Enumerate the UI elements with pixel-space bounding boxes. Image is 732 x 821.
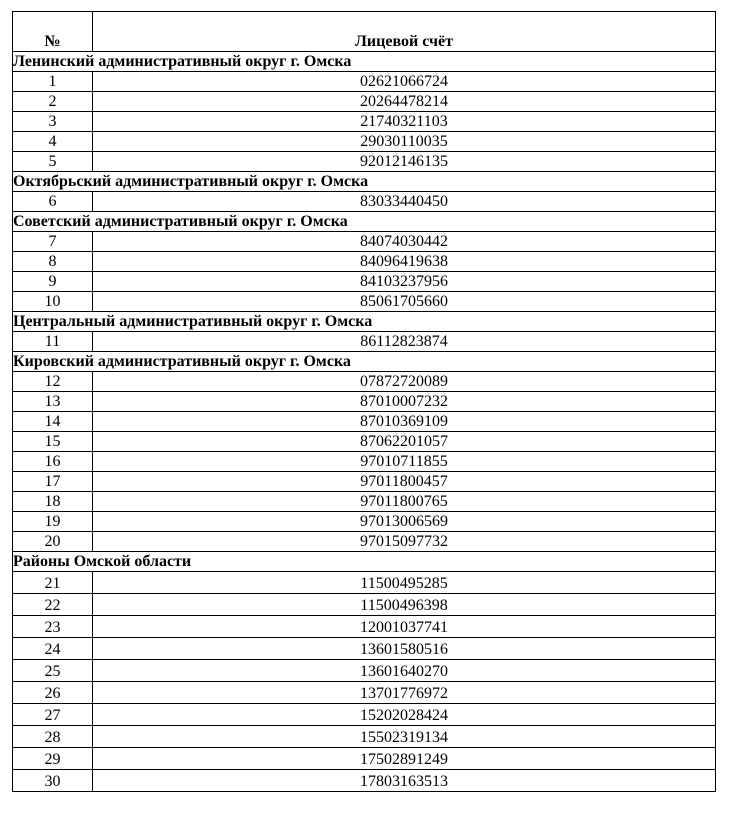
account-number: 85061705660 — [93, 292, 716, 312]
account-number: 02621066724 — [93, 72, 716, 92]
account-number: 97010711855 — [93, 452, 716, 472]
row-number: 2 — [13, 92, 93, 112]
table-row — [13, 512, 716, 532]
row-number: 23 — [13, 616, 93, 638]
account-number: 13601640270 — [93, 660, 716, 682]
account-number: 87010369109 — [93, 412, 716, 432]
row-number: 6 — [13, 192, 93, 212]
table-row — [13, 594, 716, 616]
table-row — [13, 232, 716, 252]
group-row — [13, 212, 716, 232]
row-number: 11 — [13, 332, 93, 352]
row-number: 27 — [13, 704, 93, 726]
table-row — [13, 132, 716, 152]
row-number: 25 — [13, 660, 93, 682]
group-row — [13, 552, 716, 572]
row-number: 22 — [13, 594, 93, 616]
account-number: 11500496398 — [93, 594, 716, 616]
account-number: 97011800457 — [93, 472, 716, 492]
table-row — [13, 682, 716, 704]
group-row — [13, 52, 716, 72]
table-row — [13, 432, 716, 452]
group-title: Октябрьский административный округ г. Омска — [13, 172, 716, 192]
account-number: 87062201057 — [93, 432, 716, 452]
table-row — [13, 726, 716, 748]
account-number: 21740321103 — [93, 112, 716, 132]
table-row — [13, 572, 716, 594]
group-title: Районы Омской области — [13, 552, 716, 572]
account-number: 97015097732 — [93, 532, 716, 552]
row-number: 14 — [13, 412, 93, 432]
row-number: 12 — [13, 372, 93, 392]
row-number: 5 — [13, 152, 93, 172]
table-row — [13, 252, 716, 272]
table-row — [13, 472, 716, 492]
row-number: 15 — [13, 432, 93, 452]
account-number: 87010007232 — [93, 392, 716, 412]
account-number: 83033440450 — [93, 192, 716, 212]
table-row — [13, 272, 716, 292]
group-row — [13, 312, 716, 332]
row-number: 28 — [13, 726, 93, 748]
row-number: 4 — [13, 132, 93, 152]
table-row — [13, 92, 716, 112]
account-number: 20264478214 — [93, 92, 716, 112]
row-number: 26 — [13, 682, 93, 704]
table-row — [13, 616, 716, 638]
table-row — [13, 372, 716, 392]
group-title: Кировский административный округ г. Омска — [13, 352, 716, 372]
table-row — [13, 412, 716, 432]
table-row — [13, 770, 716, 792]
row-number: 24 — [13, 638, 93, 660]
account-number: 07872720089 — [93, 372, 716, 392]
accounts-table-body — [13, 12, 716, 792]
header-num: № — [13, 12, 93, 52]
row-number: 20 — [13, 532, 93, 552]
row-number: 21 — [13, 572, 93, 594]
account-number: 15502319134 — [93, 726, 716, 748]
account-number: 92012146135 — [93, 152, 716, 172]
table-row — [13, 332, 716, 352]
table-row — [13, 638, 716, 660]
account-number: 17803163513 — [93, 770, 716, 792]
row-number: 10 — [13, 292, 93, 312]
table-row — [13, 152, 716, 172]
account-number: 13601580516 — [93, 638, 716, 660]
account-number: 86112823874 — [93, 332, 716, 352]
table-row — [13, 748, 716, 770]
group-title: Центральный административный округ г. Омска — [13, 312, 716, 332]
table-row — [13, 532, 716, 552]
table-row — [13, 72, 716, 92]
account-number: 11500495285 — [93, 572, 716, 594]
row-number: 9 — [13, 272, 93, 292]
account-number: 84074030442 — [93, 232, 716, 252]
group-title: Ленинский административный округ г. Омска — [13, 52, 716, 72]
row-number: 3 — [13, 112, 93, 132]
account-number: 13701776972 — [93, 682, 716, 704]
table-row — [13, 392, 716, 412]
table-row — [13, 492, 716, 512]
row-number: 30 — [13, 770, 93, 792]
row-number: 13 — [13, 392, 93, 412]
table-row — [13, 192, 716, 212]
table-row — [13, 292, 716, 312]
group-row — [13, 172, 716, 192]
table-header-row — [13, 12, 716, 52]
header-account: Лицевой счёт — [93, 12, 716, 52]
row-number: 1 — [13, 72, 93, 92]
account-number: 17502891249 — [93, 748, 716, 770]
account-number: 29030110035 — [93, 132, 716, 152]
table-row — [13, 452, 716, 472]
table-row — [13, 112, 716, 132]
account-number: 15202028424 — [93, 704, 716, 726]
group-row — [13, 352, 716, 372]
table-row — [13, 660, 716, 682]
account-number: 12001037741 — [93, 616, 716, 638]
row-number: 8 — [13, 252, 93, 272]
table-row — [13, 704, 716, 726]
row-number: 29 — [13, 748, 93, 770]
account-number: 84096419638 — [93, 252, 716, 272]
group-title: Советский административный округ г. Омска — [13, 212, 716, 232]
row-number: 17 — [13, 472, 93, 492]
row-number: 19 — [13, 512, 93, 532]
account-number: 97013006569 — [93, 512, 716, 532]
row-number: 16 — [13, 452, 93, 472]
row-number: 18 — [13, 492, 93, 512]
account-number: 97011800765 — [93, 492, 716, 512]
account-number: 84103237956 — [93, 272, 716, 292]
row-number: 7 — [13, 232, 93, 252]
accounts-table — [12, 11, 716, 792]
